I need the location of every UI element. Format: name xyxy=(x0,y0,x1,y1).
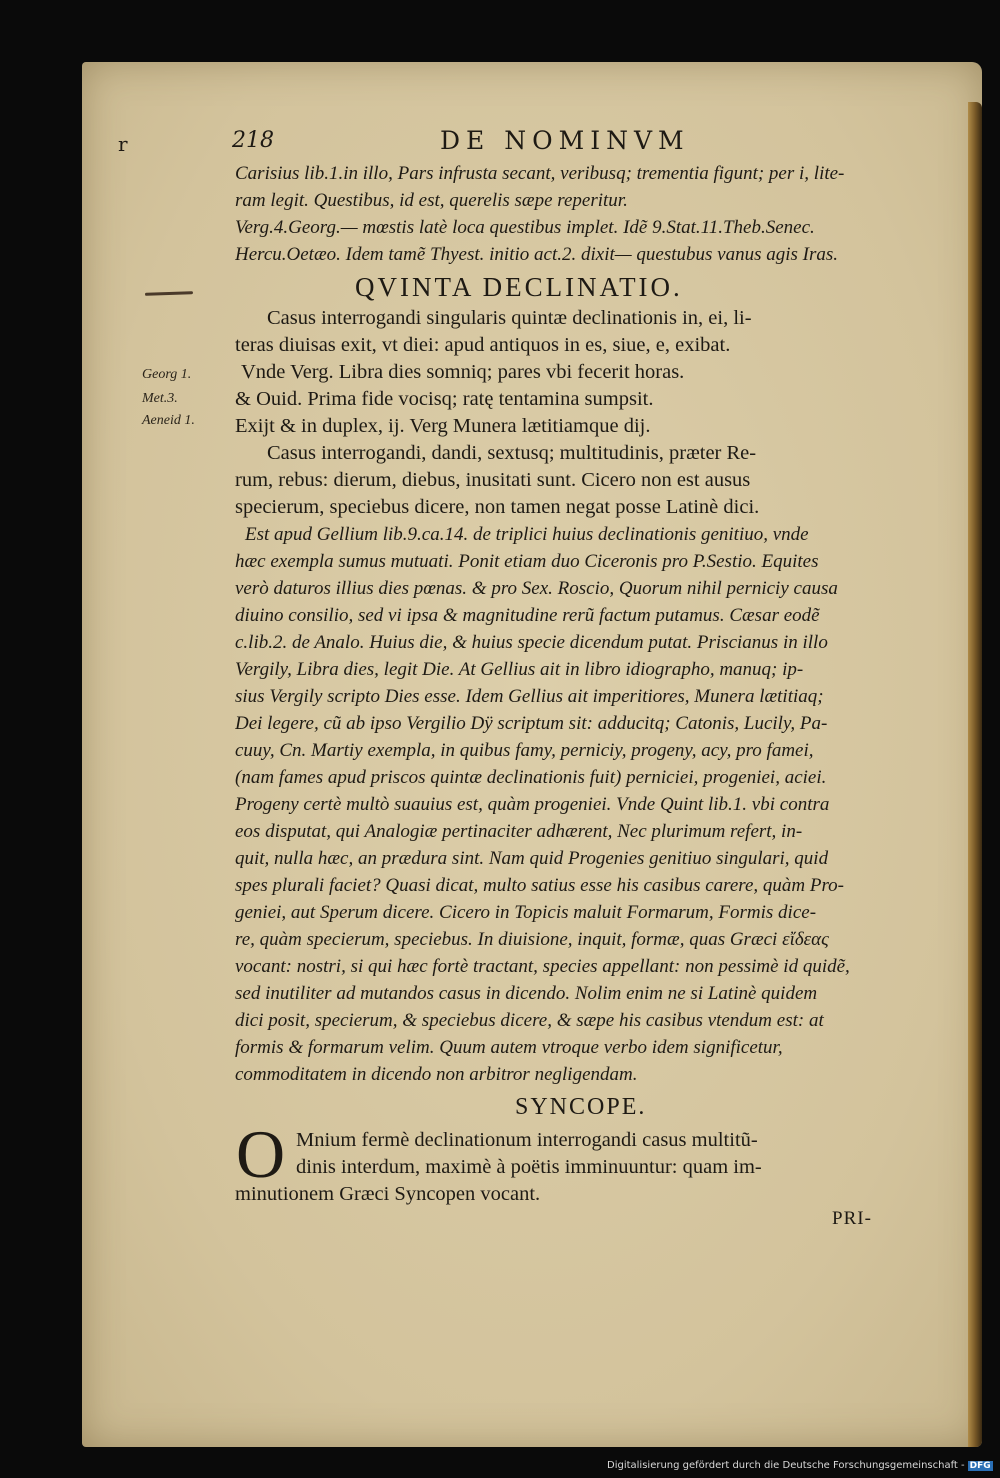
text-line: sius Vergily scripto Dies esse. Idem Gellius ait imperitiores, Munera lætitiaq; xyxy=(235,686,824,707)
text-line: (nam fames apud priscos quintæ declinationis fuit) perniciei, progeniei, aciei. xyxy=(235,767,827,788)
text-line: Est apud Gellium lib.9.ca.14. de triplici huius declinationis genitiuo, vnde xyxy=(245,524,809,545)
text-line: hæc exempla sumus mutuati. Ponit etiam duo Ciceronis pro P.Sestio. Equites xyxy=(235,551,819,572)
text-line: Progeny certè multò suauius est, quàm progeniei. Vnde Quint lib.1. vbi contra xyxy=(235,794,830,815)
catchword: PRI- xyxy=(832,1208,872,1229)
text-line: Vergily, Libra dies, legit Die. At Gellius ait in libro idiographo, manuq; ip- xyxy=(235,659,804,680)
text-line: quit, nulla hæc, an prædura sint. Nam quid Progenies genitiuo singulari, quid xyxy=(235,848,829,869)
main-passage xyxy=(235,305,895,521)
text-line: formis & formarum velim. Quum autem vtroque verbo idem significetur, xyxy=(235,1037,783,1058)
text-line: specierum, speciebus dicere, non tamen negat posse Latinè dici. xyxy=(235,496,760,518)
digitization-footer xyxy=(607,1460,993,1471)
text-line: rum, rebus: dierum, diebus, inusitati sunt. Cicero non est ausus xyxy=(235,469,751,491)
text-line: dici posit, specierum, & speciebus dicere, & sæpe his casibus vtendum est: at xyxy=(235,1010,824,1031)
footer-text: Digitalisierung gefördert durch die Deutsche Forschungsgemeinschaft - xyxy=(607,1460,965,1471)
text-line: & Ouid. Prima fide vocisq; ratę tentamina sumpsit. xyxy=(235,388,654,410)
text-line: eos disputat, qui Analogiæ pertinaciter adhærent, Nec plurimum refert, in- xyxy=(235,821,803,842)
text-line: vocant: nostri, si qui hæc fortè tractant, species appellant: non pessimè id quidẽ, xyxy=(235,956,850,977)
text-line: Casus interrogandi singularis quintæ declinationis in, ei, li- xyxy=(267,307,752,329)
drop-cap: O xyxy=(236,1116,286,1192)
section-heading: QVINTA DECLINATIO. xyxy=(355,272,683,302)
text-line: verò daturos illius dies pœnas. & pro Sex. Roscio, Quorum nihil perniciy causa xyxy=(235,578,838,599)
text-line: minutionem Græci Syncopen vocant. xyxy=(235,1183,541,1205)
text-line: sed inutiliter ad mutandos casus in dicendo. Nolim enim ne si Latinè quidem xyxy=(235,983,818,1004)
text-line: c.lib.2. de Analo. Huius die, & huius specie dicendum putat. Priscianus in illo xyxy=(235,632,828,653)
text-line: Exijt & in duplex, ij. Verg Munera lætitiamque dij. xyxy=(235,415,651,437)
dfg-logo: DFG xyxy=(969,1461,991,1471)
text-line: commoditatem in dicendo non arbitror negligendam. xyxy=(235,1064,638,1085)
text-line: diuino consilio, sed vi ipsa & magnitudine rerũ factum putamus. Cæsar eodẽ xyxy=(235,605,820,626)
syncope-passage-end xyxy=(235,1181,895,1208)
text-line: geniei, aut Sperum dicere. Cicero in Topicis maluit Formarum, Formis dice- xyxy=(235,902,817,923)
page-number: 218 xyxy=(232,128,274,153)
header-mark: r xyxy=(118,132,128,156)
text-line: dinis interdum, maximè à poëtis imminuuntur: quam im- xyxy=(296,1156,762,1178)
syncope-passage xyxy=(296,1127,896,1181)
text-line: spes plurali faciet? Quasi dicat, multo satius esse his casibus carere, quàm Pro- xyxy=(235,875,845,896)
page-edge xyxy=(968,102,982,1447)
text-line: Vnde Verg. Libra dies somniq; pares vbi fecerit horas. xyxy=(241,361,685,383)
text-line: Carisius lib.1.in illo, Pars infrusta secant, veribusq; trementia figunt; per i, lite- xyxy=(235,163,845,184)
text-line: Hercu.Oetæo. Idem tamẽ Thyest. initio act.2. dixit— questubus vanus agis Iras. xyxy=(235,244,839,265)
text-line: Mnium fermè declinationum interrogandi casus multitũ- xyxy=(296,1129,758,1151)
syncope-heading: SYNCOPE. xyxy=(515,1094,647,1120)
text-line: Dei legere, cũ ab ipso Vergilio Dÿ scriptum sit: adducitq; Catonis, Lucily, Pa- xyxy=(235,713,828,734)
text-line: Casus interrogandi, dandi, sextusq; multitudinis, præter Re- xyxy=(267,442,757,464)
text-line: re, quàm specierum, speciebus. In diuisione, inquit, formæ, quas Græci εἴδεας xyxy=(235,929,829,950)
margin-note: Met.3. xyxy=(142,391,178,406)
margin-note: Aeneid 1. xyxy=(142,413,195,428)
text-line: teras diuisas exit, vt diei: apud antiquos in es, siue, e, exibat. xyxy=(235,334,731,356)
top-passage xyxy=(235,160,895,268)
italic-passage xyxy=(235,521,895,1088)
margin-note: Georg 1. xyxy=(142,367,192,382)
text-line: cuuy, Cn. Martiy exempla, in quibus famy, perniciy, progeny, acy, pro famei, xyxy=(235,740,814,761)
text-line: Verg.4.Georg.— mœstis latè loca questibus implet. Idẽ 9.Stat.11.Theb.Senec. xyxy=(235,217,815,238)
text-line: ram legit. Questibus, id est, querelis sæpe reperitur. xyxy=(235,190,628,211)
running-title: DE NOMINVM xyxy=(440,126,690,155)
